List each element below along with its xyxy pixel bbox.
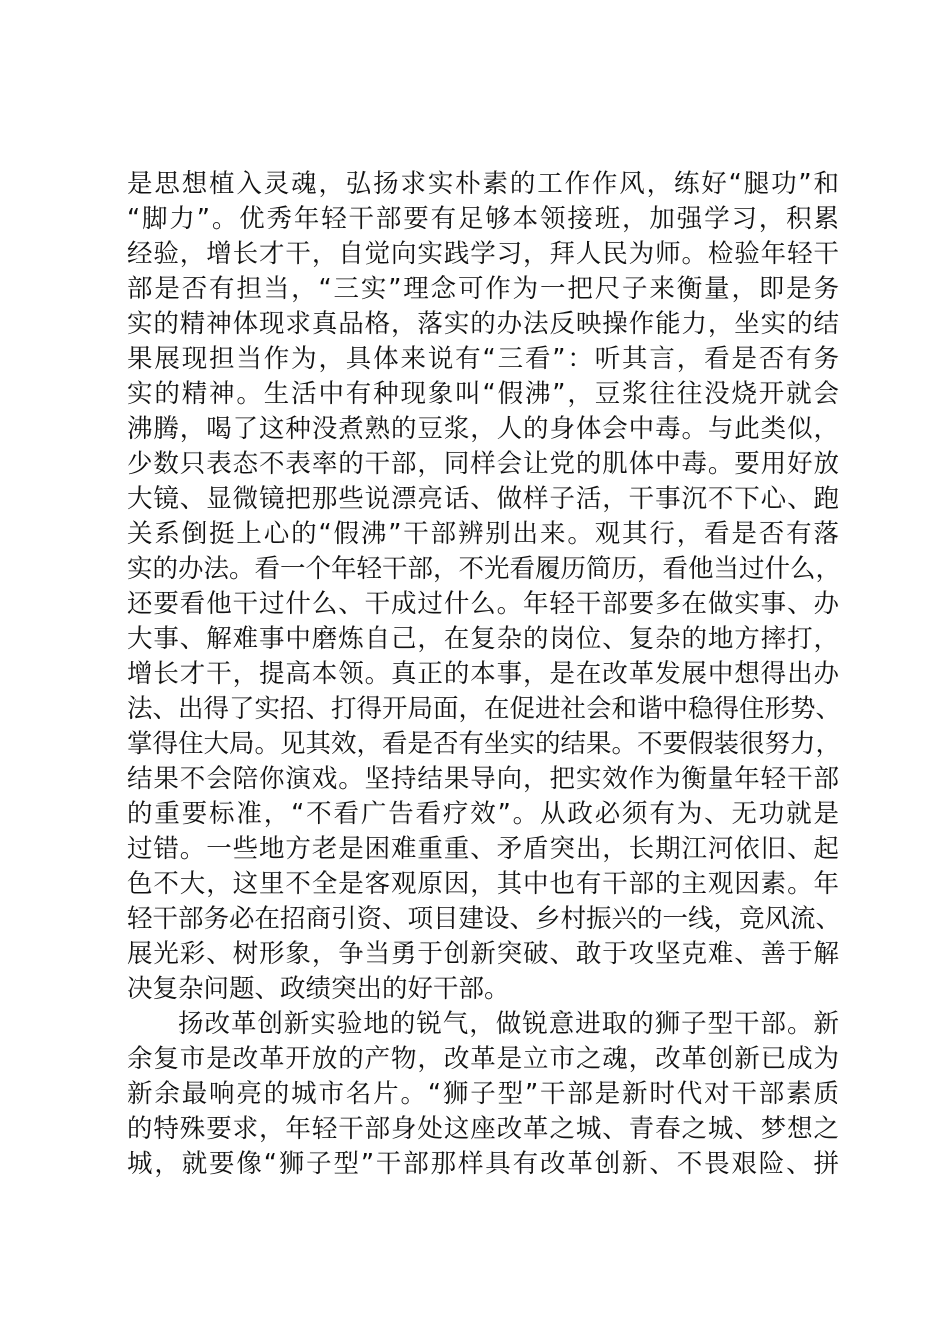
text-line: 少数只表态不表率的干部，同样会让党的肌体中毒。要用好放: [127, 449, 839, 479]
text-line: 的特殊要求，年轻干部身处这座改革之城、青春之城、梦想之: [127, 1114, 839, 1144]
text-line: 实的办法。看一个年轻干部，不光看履历简历，看他当过什么，: [127, 554, 842, 584]
text-line: 过错。一些地方老是困难重重、矛盾突出，长期江河依旧、起: [127, 834, 839, 864]
text-line: 色不大，这里不全是客观原因，其中也有干部的主观因素。年: [127, 869, 839, 899]
text-line: 轻干部务必在招商引资、项目建设、乡村振兴的一线，竞风流、: [127, 904, 842, 934]
text-line: 展光彩、树形象，争当勇于创新突破、敢于攻坚克难、善于解: [127, 939, 839, 969]
text-line: 大事、解难事中磨炼自己，在复杂的岗位、复杂的地方摔打，: [127, 624, 839, 654]
text-line: 掌得住大局。见其效，看是否有坐实的结果。不要假装很努力，: [127, 729, 842, 759]
text-line: 是思想植入灵魂，弘扬求实朴素的工作作风，练好“腿功”和: [127, 169, 839, 199]
text-line: 增长才干，提高本领。真正的本事，是在改革发展中想得出办: [127, 659, 839, 689]
text-line: 大镜、显微镜把那些说漂亮话、做样子活，干事沉不下心、跑: [127, 484, 839, 514]
text-line: 决复杂问题、政绩突出的好干部。: [127, 974, 510, 1004]
text-line: 新余最响亮的城市名片。“狮子型”干部是新时代对干部素质: [127, 1079, 839, 1109]
text-line: 实的精神体现求真品格，落实的办法反映操作能力，坐实的结: [127, 309, 839, 339]
text-line: 城，就要像“狮子型”干部那样具有改革创新、不畏艰险、拼: [127, 1149, 839, 1179]
paragraph-1: [127, 167, 842, 1007]
text-line: 结果不会陪你演戏。坚持结果导向，把实效作为衡量年轻干部: [127, 764, 839, 794]
text-line: 经验，增长才干，自觉向实践学习，拜人民为师。检验年轻干: [127, 239, 839, 269]
text-line: 部是否有担当，“三实”理念可作为一把尺子来衡量，即是务: [127, 274, 839, 304]
text-line: 关系倒挺上心的“假沸”干部辨别出来。观其行，看是否有落: [127, 519, 839, 549]
text-line: 果展现担当作为，具体来说有“三看”：听其言，看是否有务: [127, 344, 839, 374]
text-line: 余复市是改革开放的产物，改革是立市之魂，改革创新已成为: [127, 1044, 839, 1074]
text-line: 扬改革创新实验地的锐气，做锐意进取的狮子型干部。新: [178, 1009, 839, 1039]
text-line: 沸腾，喝了这种没煮熟的豆浆，人的身体会中毒。与此类似，: [127, 414, 839, 444]
text-line: “脚力”。优秀年轻干部要有足够本领接班，加强学习，积累: [127, 204, 839, 234]
text-line: 实的精神。生活中有种现象叫“假沸”，豆浆往往没烧开就会: [127, 379, 839, 409]
text-line: 还要看他干过什么、干成过什么。年轻干部要多在做实事、办: [127, 589, 839, 619]
text-line: 的重要标准，“不看广告看疗效”。从政必须有为、无功就是: [127, 799, 839, 829]
paragraph-2: [127, 1007, 839, 1182]
body-text: [127, 167, 842, 1182]
text-line: 法、出得了实招、打得开局面，在促进社会和谐中稳得住形势、: [127, 694, 842, 724]
